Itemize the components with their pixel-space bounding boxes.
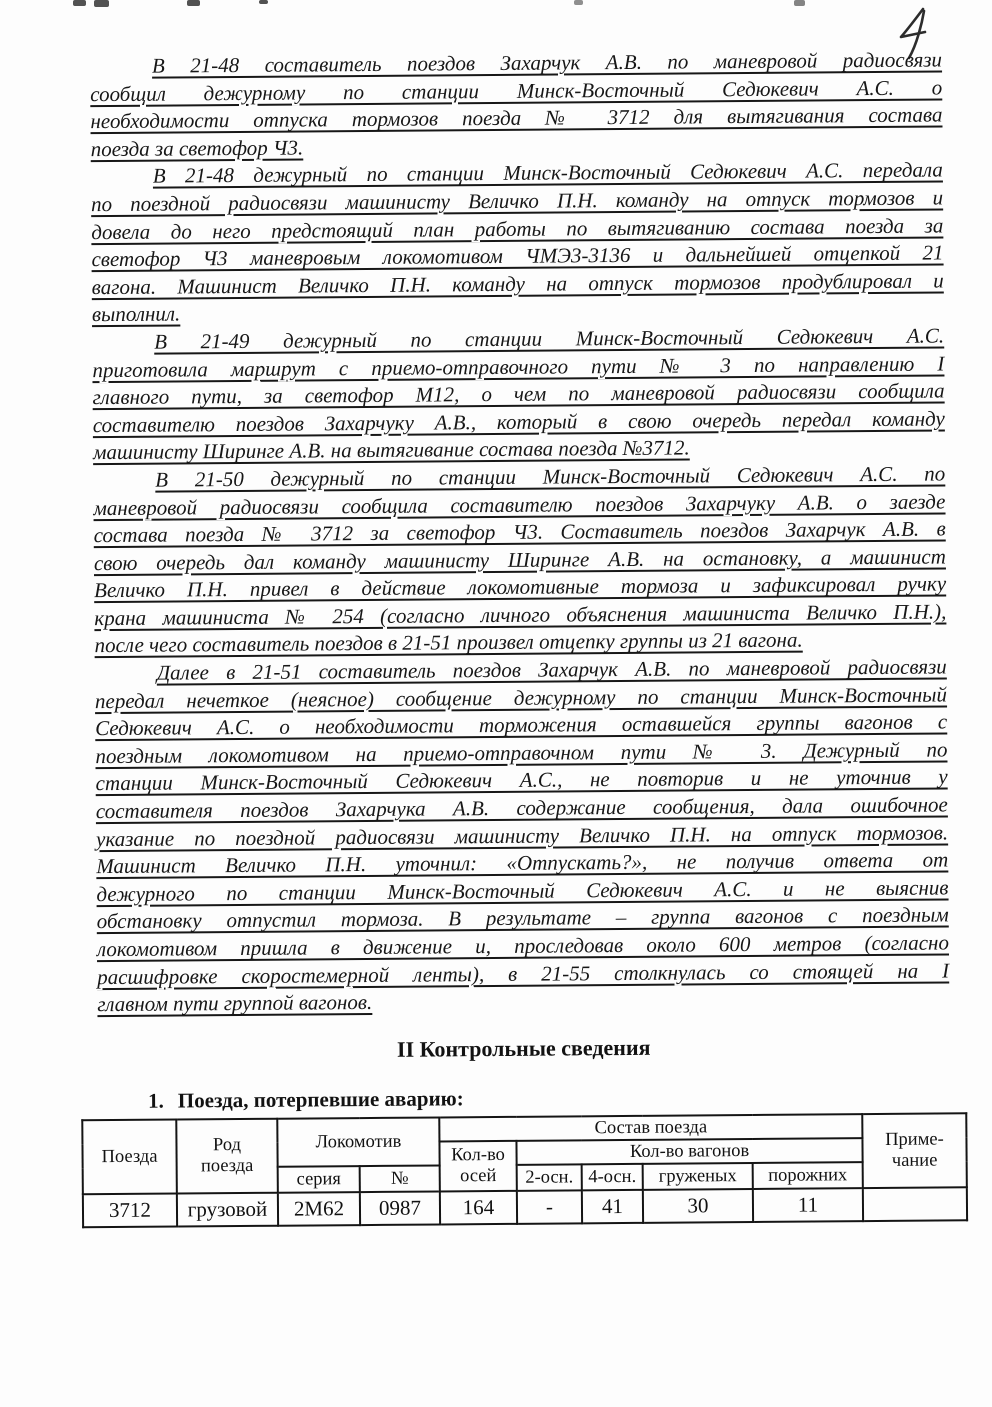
- cell-seriya: 2М62: [278, 1192, 360, 1226]
- text-line: Далее в 21-51 составитель поездов Захарчук А.В. по маневровой радиосвязи: [156, 654, 947, 685]
- col-header-porozhnih: порожних: [753, 1162, 863, 1189]
- table-row: [83, 1187, 967, 1227]
- cell-rod: грузовой: [177, 1193, 278, 1227]
- col-header-rod-poezda: Род поезда: [176, 1119, 278, 1194]
- item-number: 1.: [148, 1088, 164, 1113]
- cell-2osn: -: [517, 1190, 582, 1224]
- narrative: [90, 46, 950, 1018]
- text-line: довела до него предстоящий план работы по вытягиванию состава поезда за: [91, 213, 944, 244]
- text-line: по поездной радиосвязи машинисту Величко П.Н. команду на отпуск тормозов и: [90, 185, 944, 217]
- text-line: вагона. Машинист Величко П.Н. команду на отпуск тормозов продублировал и: [91, 268, 944, 299]
- text-line: машинисту Ширинге А.В. на вытягивание состава поезда №3712.: [92, 435, 690, 465]
- col-header-sostav-poezda: Состав поезда: [439, 1114, 862, 1141]
- trains-table: [81, 1112, 968, 1228]
- col-header-poezda: Поезда: [82, 1120, 177, 1195]
- text-line: Машинист Величко П.Н. уточнил: «Отпускать?», не получив ответа от: [96, 847, 949, 879]
- text-line: необходимости отпуска тормозов поезда № 3712 для вытягивания состава: [90, 102, 943, 134]
- col-header-lokomotiv: Локомотив: [277, 1117, 439, 1166]
- paragraph-5: [95, 654, 950, 1019]
- col-header-primechanie: Приме- чание: [862, 1113, 967, 1188]
- text-line: локомотивом пришла в движение и, проследовав около 600 метров (согласно: [96, 930, 950, 962]
- text-line: приготовила маршрут с приемо-отправочного пути № 3 по направлению I: [92, 350, 945, 382]
- paragraph-1: [90, 46, 943, 163]
- text-line: расшифровке скоростемерной ленты), в 21-55 столкнулась со стоящей на I: [97, 958, 950, 989]
- text-line: Седюкевич А.С. о необходимости торможения оставшейся группы вагонов с: [95, 709, 948, 741]
- text-line: маневровой радиосвязи сообщила составителю поездов Захарчуку А.В. о заезде: [93, 488, 946, 520]
- cell-porozhnih: 11: [753, 1188, 863, 1222]
- item-title: Поезда, потерпевшие аварию:: [177, 1086, 464, 1113]
- text-line: свою очередь дал команду машинисту Ширинге А.В. на остановку, а машинист: [93, 544, 946, 575]
- text-line: указание по поездной радиосвязи машинисту Величко П.Н. на отпуск тормозов.: [95, 820, 949, 851]
- col-header-2osn: 2-осн.: [517, 1164, 582, 1191]
- item-heading: [148, 1082, 948, 1113]
- text-line: составителю поездов Захарчуку А.В., который в свою очередь передал команду: [92, 406, 945, 437]
- text-line: передал нечеткое (неясное) сообщение дежурному по станции Минск-Восточный: [94, 682, 948, 713]
- text-line: главном пути группой вагонов.: [97, 990, 373, 1017]
- text-line: сообщил дежурному по станции Минск-Восточный Седюкевич А.С. о: [90, 75, 943, 106]
- text-line: составителя поездов Захарчука А.В. содержание сообщения, дала ошибочное: [95, 792, 948, 824]
- cell-gruzhenyh: 30: [643, 1189, 753, 1223]
- text-line: после чего составитель поездов в 21-51 произвел отцепку группы из 21 вагона.: [94, 628, 803, 658]
- text-line: главного пути, за светофор М12, о чем по маневровой радиосвязи сообщила: [92, 378, 945, 410]
- text-line: Величко П.Н. привел в действие локомотивные тормоза и зафиксировал ручку: [94, 571, 947, 603]
- paragraph-2: [91, 157, 944, 329]
- col-header-4osn: 4-осн.: [582, 1164, 643, 1190]
- cell-primechanie: [863, 1187, 967, 1221]
- cell-osi: 164: [440, 1191, 517, 1225]
- text-line: станции Минск-Восточный Седюкевич А.С., не повторив и не уточнив у: [95, 764, 948, 796]
- col-header-gruzhenyh: груженых: [643, 1163, 753, 1190]
- cell-no: 0987: [360, 1191, 440, 1225]
- text-line: выполнил.: [91, 301, 181, 327]
- text-line: В 21-48 составитель поездов Захарчук А.В. по маневровой радиосвязи: [151, 47, 943, 78]
- text-line: поездным локомотивом на приемо-отправочном пути № 3. Дежурный по: [95, 737, 948, 768]
- paragraph-3: [92, 322, 945, 467]
- col-header-kolvo-osey: Кол-во осей: [439, 1141, 516, 1192]
- paragraph-4: [93, 460, 946, 660]
- col-header-no: №: [360, 1165, 440, 1192]
- text-line: В 21-50 дежурный по станции Минск-Восточный Седюкевич А.С. по: [155, 461, 946, 492]
- text-line: крана машиниста № 254 (согласно личного объяснения машиниста Величко П.Н.),: [94, 599, 947, 631]
- text-line: обстановку отпустил тормоза. В результате – группа вагонов с поездным: [96, 902, 949, 934]
- text-line: состава поезда № 3712 за светофор Ч3. Составитель поездов Захарчук А.В. в: [93, 516, 946, 548]
- col-header-seriya: серия: [278, 1166, 360, 1193]
- cell-poezd: 3712: [83, 1194, 177, 1228]
- text-line: дежурного по станции Минск-Восточный Седюкевич А.С. и не выяснив: [96, 875, 949, 906]
- text-line: В 21-48 дежурный по станции Минск-Восточный Седюкевич А.С. передала: [152, 157, 943, 189]
- section-title: II Контрольные сведения: [396, 1034, 651, 1062]
- cell-4osn: 41: [582, 1190, 643, 1223]
- text-line: поезда за светофор Ч3.: [90, 135, 304, 161]
- text-line: В 21-49 дежурный по станции Минск-Восточный Седюкевич А.С.: [154, 323, 945, 354]
- col-header-kolvo-vagonov: Кол-во вагонов: [516, 1138, 862, 1165]
- text-line: светофор Ч3 маневровым локомотивом ЧМЭ3-3136 и дальнейшей отцепкой 21: [91, 240, 944, 272]
